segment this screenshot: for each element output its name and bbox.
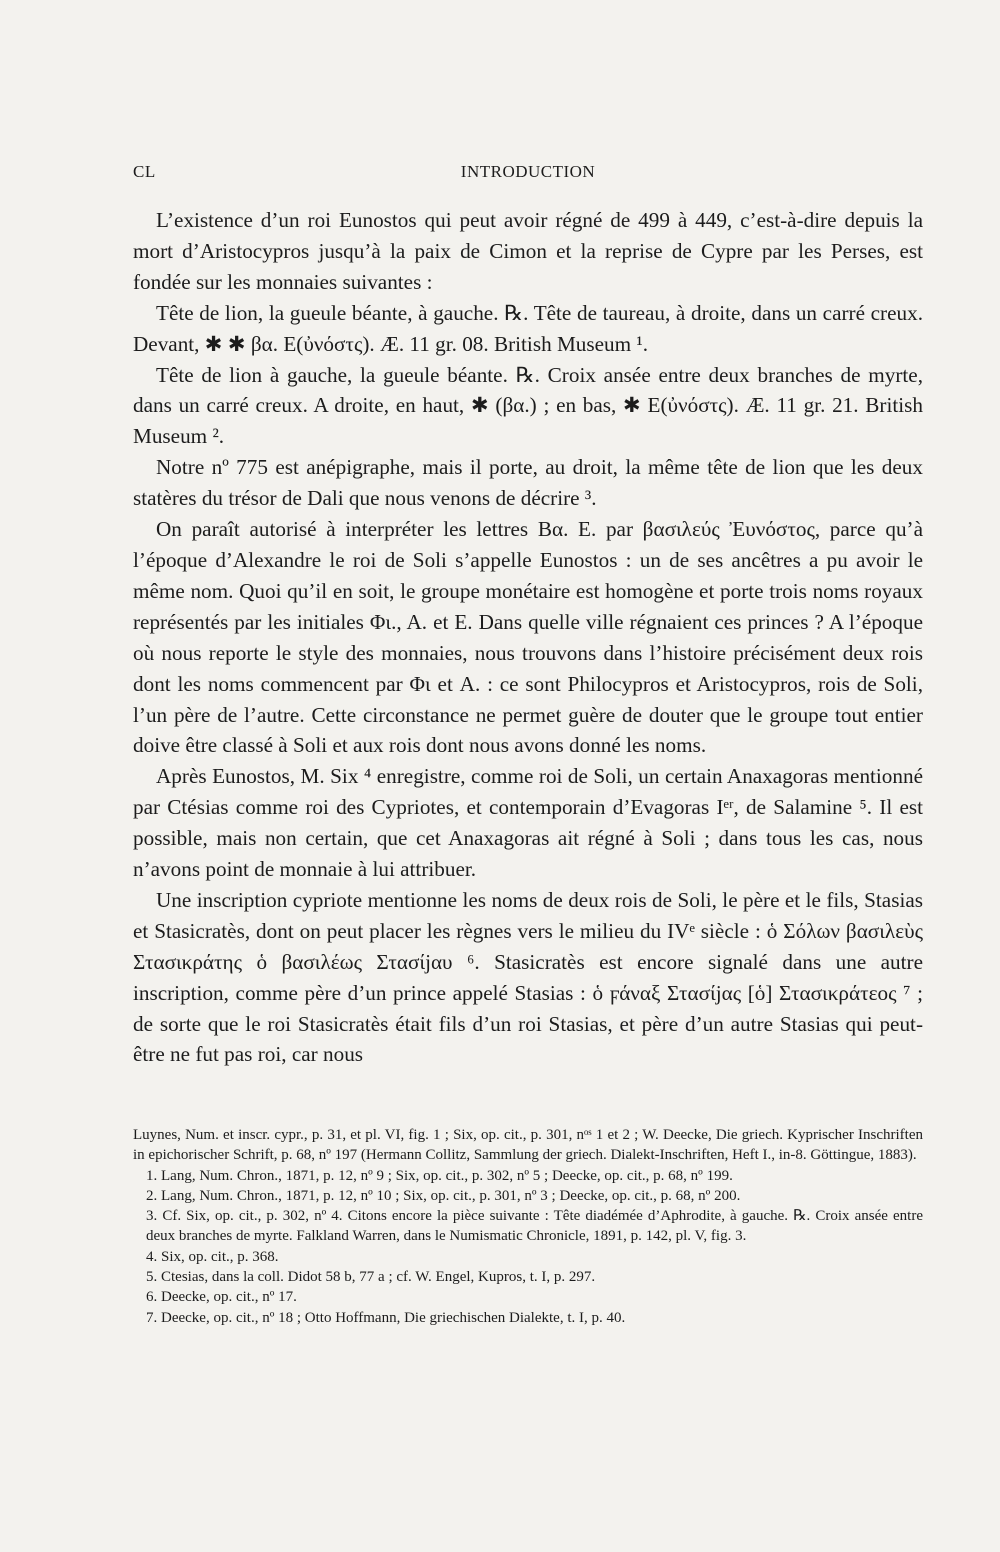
folio-number: CL [133, 162, 156, 181]
footnote: 7. Deecke, op. cit., nº 18 ; Otto Hoffmann, Die griechischen Dialekte, t. I, p. 40. [146, 1309, 626, 1326]
footnote: 1. Lang, Num. Chron., 1871, p. 12, nº 9 ; Six, op. cit., p. 302, nº 5 ; Deecke, op. cit., p. 68, nº 199. [146, 1167, 733, 1184]
paragraph: Tête de lion, la gueule béante, à gauche. ℞. Tête de taureau, à droite, dans un carré creux. Devant, ✱ ✱ βα. Ε(ὐνόστς). Æ. 11 gr. 08. British Museum ¹. [133, 300, 923, 356]
paragraph: Tête de lion à gauche, la gueule béante. ℞. Croix ansée entre deux branches de myrte, dans un carré creux. A droite, en haut, ✱ (βα.) ; en bas, ✱ Ε(ὐνόστς). Æ. 11 gr. 21. British Museum ². [133, 362, 923, 449]
footnote: 2. Lang, Num. Chron., 1871, p. 12, nº 10 ; Six, op. cit., p. 301, nº 3 ; Deecke, op. cit., p. 68, nº 200. [146, 1187, 741, 1204]
footnote: 4. Six, op. cit., p. 368. [146, 1248, 279, 1265]
footnote: 3. Cf. Six, op. cit., p. 302, nº 4. Citons encore la pièce suivante : Tête diadémée d’Aphrodite, à gauche. ℞. Croix ansée entre deux branches de myrte. Falkland Warren, dans le Numismatic Chronicle, 1891, p. 142, pl. V, fig. 3. [146, 1208, 923, 1245]
footnote: 5. Ctesias, dans la coll. Didot 58 b, 77 a ; cf. W. Engel, Kupros, t. I, p. 297. [146, 1269, 596, 1286]
running-title: INTRODUCTION [460, 162, 596, 181]
footnote: 6. Deecke, op. cit., nº 17. [146, 1289, 297, 1306]
paragraph: Après Eunostos, M. Six ⁴ enregistre, comme roi de Soli, un certain Anaxagoras mentionné par Ctésias comme roi des Cypriotes, et contemporain d’Evagoras Iᵉʳ, de Salamine ⁵. Il est possible, mais non certain, que cet Anaxagoras ait régné à Soli ; dans tous les cas, nous n’avons point de monnaie à lui attribuer. [133, 764, 923, 882]
footnote: Luynes, Num. et inscr. cypr., p. 31, et pl. VI, fig. 1 ; Six, op. cit., p. 301, nᵒˢ 1 et 2 ; W. Deecke, Die griech. Kyprischer Inschriften in epichorischer Schrift, p. 68, nº 197 (Hermann Collitz, Sammlung der griech. Dialekt-Inschriften, Heft I., in-8. Göttingue, 1883). [133, 1127, 923, 1164]
paragraph: L’existence d’un roi Eunostos qui peut avoir régné de 499 à 449, c’est-à-dire depuis la mort d’Aristocypros jusqu’à la paix de Cimon et la reprise de Cypre par les Perses, est fondée sur les monnaies suivantes : [133, 208, 923, 294]
paragraph: Une inscription cypriote mentionne les noms de deux rois de Soli, le père et le fils, Stasias et Stasicratès, dont on peut placer les règnes vers le milieu du IVᵉ siècle : ὁ Σόλων βασιλεὺς Στασικράτης ὁ βασιλέως Στασίjαυ ⁶. Stasicratès est encore signalé dans une autre inscription, comme père d’un prince appelé Stasias : ὁ ϝάναξ Στασίjας [ὁ] Στασικράτεος ⁷ ; de sorte que le roi Stasicratès était fils d’un roi Stasias, et père d’un autre Stasias qui peut-être ne fut pas roi, car nous [133, 887, 923, 1067]
main-text [133, 205, 923, 1070]
footnotes [133, 1125, 923, 1328]
paragraph: Notre nº 775 est anépigraphe, mais il porte, au droit, la même tête de lion que les deux statères du trésor de Dali que nous venons de décrire ³. [133, 455, 923, 511]
paragraph: On paraît autorisé à interpréter les lettres Βα. Ε. par βασιλεύς Ἐυνόστος, parce qu’à l’époque d’Alexandre le roi de Soli s’appelle Eunostos : un de ses ancêtres a pu avoir le même nom. Quoi qu’il en soit, le groupe monétaire est homogène et porte trois noms royaux représentés par les initiales Φι., Α. et Ε. Dans quelle ville régnaient ces princes ? A l’époque où nous reporte le style des monnaies, nous trouvons dans l’histoire précisément deux rois dont les noms commencent par Φι et Α. : ce sont Philocypros et Aristocypros, rois de Soli, l’un père de l’autre. Cette circonstance ne permet guère de douter que le groupe tout entier doive être classé à Soli et aux rois dont nous avons donné les noms. [133, 517, 923, 758]
